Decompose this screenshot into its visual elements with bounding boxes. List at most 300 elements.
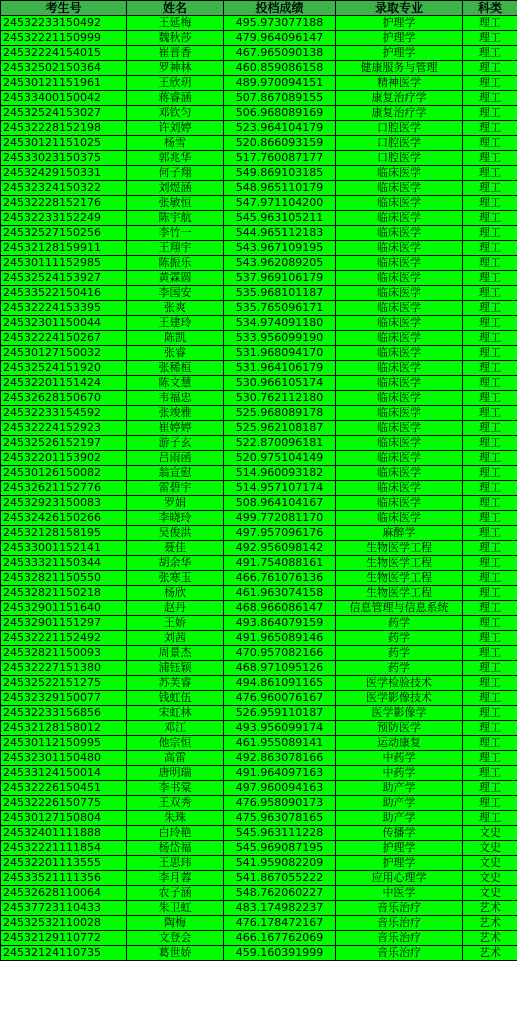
cell-score: 493.864079159 — [224, 616, 336, 631]
cell-category: 文史 — [463, 871, 517, 886]
cell-exam-id: 24530127150032 — [1, 346, 127, 361]
cell-major: 口腔医学 — [336, 136, 463, 151]
cell-major: 药学 — [336, 646, 463, 661]
cell-score: 544.965112183 — [224, 226, 336, 241]
cell-score: 493.956099174 — [224, 721, 336, 736]
cell-name: 陶梅 — [127, 916, 224, 931]
cell-exam-id: 24532224154015 — [1, 46, 127, 61]
cell-major: 临床医学 — [336, 361, 463, 376]
cell-name: 李书棠 — [127, 781, 224, 796]
cell-name: 李国安 — [127, 286, 224, 301]
cell-major: 临床医学 — [336, 346, 463, 361]
cell-major: 音乐治疗 — [336, 946, 463, 961]
cell-category: 理工 — [463, 256, 517, 271]
cell-category: 理工 — [463, 751, 517, 766]
cell-exam-id: 24532426150266 — [1, 511, 127, 526]
cell-major: 临床医学 — [336, 376, 463, 391]
cell-major: 药学 — [336, 631, 463, 646]
table-row — [1, 466, 517, 481]
cell-category: 理工 — [463, 31, 517, 46]
cell-score: 534.974091180 — [224, 316, 336, 331]
cell-name: 吕雨函 — [127, 451, 224, 466]
cell-score: 517.760087177 — [224, 151, 336, 166]
cell-name: 吴俊洪 — [127, 526, 224, 541]
cell-name: 韦福忠 — [127, 391, 224, 406]
cell-score: 547.971104200 — [224, 196, 336, 211]
cell-exam-id: 24532522151275 — [1, 676, 127, 691]
cell-score: 531.964106179 — [224, 361, 336, 376]
cell-exam-id: 24532329150077 — [1, 691, 127, 706]
cell-score: 533.956099190 — [224, 331, 336, 346]
cell-exam-id: 24530126150082 — [1, 466, 127, 481]
cell-name: 葛世娇 — [127, 946, 224, 961]
cell-major: 口腔医学 — [336, 151, 463, 166]
table-row — [1, 256, 517, 271]
cell-major: 应用心理学 — [336, 871, 463, 886]
table-row — [1, 556, 517, 571]
cell-category: 理工 — [463, 166, 517, 181]
cell-name: 黄霖圆 — [127, 271, 224, 286]
cell-name: 王翔宇 — [127, 241, 224, 256]
cell-major: 临床医学 — [336, 241, 463, 256]
cell-score: 475.963078165 — [224, 811, 336, 826]
cell-category: 文史 — [463, 841, 517, 856]
cell-exam-id: 24532128159911 — [1, 241, 127, 256]
cell-major: 药学 — [336, 616, 463, 631]
cell-score: 523.964104179 — [224, 121, 336, 136]
cell-name: 唐明瑞 — [127, 766, 224, 781]
table-row — [1, 871, 517, 886]
cell-major: 护理学 — [336, 31, 463, 46]
table-row — [1, 46, 517, 61]
cell-name: 陈文慧 — [127, 376, 224, 391]
cell-name: 刘煜涵 — [127, 181, 224, 196]
table-row — [1, 271, 517, 286]
table-row — [1, 346, 517, 361]
cell-category: 理工 — [463, 646, 517, 661]
cell-major: 康复治疗学 — [336, 91, 463, 106]
cell-category: 文史 — [463, 826, 517, 841]
cell-exam-id: 24530127150804 — [1, 811, 127, 826]
cell-category: 理工 — [463, 796, 517, 811]
cell-score: 537.969106179 — [224, 271, 336, 286]
cell-exam-id: 24532324150322 — [1, 181, 127, 196]
cell-category: 理工 — [463, 691, 517, 706]
cell-category: 理工 — [463, 181, 517, 196]
cell-name: 苏芙睿 — [127, 676, 224, 691]
cell-exam-id: 24532224153395 — [1, 301, 127, 316]
table-row — [1, 151, 517, 166]
cell-exam-id: 24532224150267 — [1, 331, 127, 346]
cell-category: 艺术 — [463, 931, 517, 946]
cell-score: 530.966105174 — [224, 376, 336, 391]
cell-major: 临床医学 — [336, 436, 463, 451]
table-row — [1, 826, 517, 841]
cell-score: 525.968089178 — [224, 406, 336, 421]
cell-category: 理工 — [463, 376, 517, 391]
table-row — [1, 166, 517, 181]
cell-name: 张睿 — [127, 346, 224, 361]
cell-exam-id: 24532221152492 — [1, 631, 127, 646]
cell-exam-id: 24532621152776 — [1, 481, 127, 496]
cell-major: 麻醉学 — [336, 526, 463, 541]
cell-name: 杨岱福 — [127, 841, 224, 856]
cell-category: 理工 — [463, 76, 517, 91]
table-row — [1, 196, 517, 211]
cell-score: 545.963105211 — [224, 211, 336, 226]
cell-exam-id: 24532527150256 — [1, 226, 127, 241]
cell-category: 理工 — [463, 226, 517, 241]
cell-name: 陈振乐 — [127, 256, 224, 271]
cell-major: 临床医学 — [336, 481, 463, 496]
cell-exam-id: 24533124150014 — [1, 766, 127, 781]
cell-score: 494.861091165 — [224, 676, 336, 691]
cell-major: 临床医学 — [336, 331, 463, 346]
cell-major: 护理学 — [336, 16, 463, 31]
cell-score: 535.968101187 — [224, 286, 336, 301]
cell-exam-id: 24532224152923 — [1, 421, 127, 436]
cell-score: 491.965089146 — [224, 631, 336, 646]
cell-major: 生物医学工程 — [336, 586, 463, 601]
cell-score: 476.178472167 — [224, 916, 336, 931]
table-row — [1, 646, 517, 661]
table-row — [1, 241, 517, 256]
cell-major: 精神医学 — [336, 76, 463, 91]
cell-category: 理工 — [463, 766, 517, 781]
cell-category: 理工 — [463, 616, 517, 631]
cell-name: 白玲艳 — [127, 826, 224, 841]
table-row — [1, 886, 517, 901]
cell-category: 理工 — [463, 136, 517, 151]
cell-major: 音乐治疗 — [336, 931, 463, 946]
cell-category: 理工 — [463, 421, 517, 436]
header-category: 科类 — [463, 1, 517, 16]
table-row — [1, 181, 517, 196]
table-row — [1, 481, 517, 496]
cell-name: 王双秀 — [127, 796, 224, 811]
cell-name: 李竹一 — [127, 226, 224, 241]
cell-score: 535.765096171 — [224, 301, 336, 316]
cell-exam-id: 24532128158195 — [1, 526, 127, 541]
table-row — [1, 361, 517, 376]
cell-name: 张稀桓 — [127, 361, 224, 376]
cell-major: 预防医学 — [336, 721, 463, 736]
cell-score: 507.867089155 — [224, 91, 336, 106]
cell-score: 520.975104149 — [224, 451, 336, 466]
cell-major: 中药学 — [336, 766, 463, 781]
cell-category: 理工 — [463, 556, 517, 571]
cell-name: 他宗恒 — [127, 736, 224, 751]
table-row — [1, 856, 517, 871]
cell-exam-id: 24532923150083 — [1, 496, 127, 511]
cell-score: 506.968089169 — [224, 106, 336, 121]
cell-major: 临床医学 — [336, 451, 463, 466]
table-row — [1, 541, 517, 556]
cell-name: 张敏恒 — [127, 196, 224, 211]
cell-major: 健康服务与管理 — [336, 61, 463, 76]
cell-category: 理工 — [463, 706, 517, 721]
cell-name: 文登会 — [127, 931, 224, 946]
cell-score: 461.963074158 — [224, 586, 336, 601]
cell-score: 476.958090173 — [224, 796, 336, 811]
cell-name: 张爽 — [127, 301, 224, 316]
cell-score: 549.869103185 — [224, 166, 336, 181]
cell-name: 钱虹伍 — [127, 691, 224, 706]
cell-exam-id: 24532227151380 — [1, 661, 127, 676]
cell-score: 467.965090138 — [224, 46, 336, 61]
table-row — [1, 706, 517, 721]
cell-category: 艺术 — [463, 916, 517, 931]
cell-name: 许刘婷 — [127, 121, 224, 136]
cell-major: 中医学 — [336, 886, 463, 901]
table-row — [1, 511, 517, 526]
cell-score: 541.867055222 — [224, 871, 336, 886]
cell-exam-id: 24532226150451 — [1, 781, 127, 796]
cell-category: 理工 — [463, 406, 517, 421]
cell-score: 459.160391999 — [224, 946, 336, 961]
cell-score: 525.962108187 — [224, 421, 336, 436]
cell-name: 杨欣 — [127, 586, 224, 601]
cell-major: 医学影像技术 — [336, 691, 463, 706]
cell-major: 助产学 — [336, 796, 463, 811]
cell-name: 王欣玥 — [127, 76, 224, 91]
table-row — [1, 391, 517, 406]
cell-name: 崔晋香 — [127, 46, 224, 61]
table-row — [1, 436, 517, 451]
cell-name: 高雷 — [127, 751, 224, 766]
table-row — [1, 601, 517, 616]
table-row — [1, 751, 517, 766]
header-score: 投档成绩 — [224, 1, 336, 16]
cell-exam-id: 24530121151025 — [1, 136, 127, 151]
cell-exam-id: 24532524153927 — [1, 271, 127, 286]
cell-score: 470.957082166 — [224, 646, 336, 661]
cell-name: 游子玄 — [127, 436, 224, 451]
cell-name: 朱卫虹 — [127, 901, 224, 916]
cell-name: 魏秋莎 — [127, 31, 224, 46]
cell-major: 临床医学 — [336, 286, 463, 301]
cell-name: 陈宇航 — [127, 211, 224, 226]
cell-name: 李月蓉 — [127, 871, 224, 886]
cell-name: 何子翔 — [127, 166, 224, 181]
cell-category: 理工 — [463, 631, 517, 646]
cell-name: 翁宣慰 — [127, 466, 224, 481]
cell-major: 药学 — [336, 661, 463, 676]
cell-category: 理工 — [463, 196, 517, 211]
cell-major: 临床医学 — [336, 301, 463, 316]
cell-score: 548.965110179 — [224, 181, 336, 196]
cell-major: 临床医学 — [336, 496, 463, 511]
cell-score: 492.956098142 — [224, 541, 336, 556]
table-row — [1, 61, 517, 76]
cell-category: 理工 — [463, 721, 517, 736]
table-row — [1, 916, 517, 931]
cell-exam-id: 24532901151640 — [1, 601, 127, 616]
cell-exam-id: 24533521111356 — [1, 871, 127, 886]
table-row — [1, 901, 517, 916]
cell-major: 医学检验技术 — [336, 676, 463, 691]
cell-major: 临床医学 — [336, 211, 463, 226]
table-row — [1, 421, 517, 436]
table-row — [1, 451, 517, 466]
cell-major: 临床医学 — [336, 166, 463, 181]
cell-score: 491.964097163 — [224, 766, 336, 781]
cell-category: 理工 — [463, 361, 517, 376]
cell-score: 491.754088161 — [224, 556, 336, 571]
cell-category: 理工 — [463, 481, 517, 496]
table-row — [1, 676, 517, 691]
cell-name: 崔婷婷 — [127, 421, 224, 436]
cell-name: 郭兆华 — [127, 151, 224, 166]
cell-category: 理工 — [463, 436, 517, 451]
cell-score: 520.866093159 — [224, 136, 336, 151]
cell-category: 理工 — [463, 811, 517, 826]
cell-major: 信息管理与信息系统 — [336, 601, 463, 616]
cell-major: 传播学 — [336, 826, 463, 841]
header-name: 姓名 — [127, 1, 224, 16]
cell-exam-id: 24533522150416 — [1, 286, 127, 301]
table-row — [1, 796, 517, 811]
cell-score: 483.174982237 — [224, 901, 336, 916]
cell-name: 赵丹 — [127, 601, 224, 616]
cell-name: 邓江 — [127, 721, 224, 736]
cell-score: 495.973077188 — [224, 16, 336, 31]
cell-score: 466.167762069 — [224, 931, 336, 946]
table-row — [1, 31, 517, 46]
cell-category: 理工 — [463, 571, 517, 586]
table-row — [1, 211, 517, 226]
cell-exam-id: 24532124110735 — [1, 946, 127, 961]
table-row — [1, 121, 517, 136]
cell-exam-id: 24532821150093 — [1, 646, 127, 661]
cell-exam-id: 24532821150218 — [1, 586, 127, 601]
cell-exam-id: 24532301150480 — [1, 751, 127, 766]
table-row — [1, 616, 517, 631]
cell-score: 460.859086158 — [224, 61, 336, 76]
cell-name: 王延梅 — [127, 16, 224, 31]
table-row — [1, 586, 517, 601]
table-row — [1, 736, 517, 751]
cell-category: 理工 — [463, 676, 517, 691]
cell-category: 理工 — [463, 526, 517, 541]
cell-score: 461.955089141 — [224, 736, 336, 751]
cell-score: 543.967109195 — [224, 241, 336, 256]
cell-name: 王娇 — [127, 616, 224, 631]
cell-category: 理工 — [463, 286, 517, 301]
cell-name: 雷碧宇 — [127, 481, 224, 496]
cell-score: 497.960094163 — [224, 781, 336, 796]
table-row — [1, 106, 517, 121]
cell-major: 护理学 — [336, 841, 463, 856]
cell-name: 张竣雅 — [127, 406, 224, 421]
table-row — [1, 691, 517, 706]
cell-exam-id: 24532526152197 — [1, 436, 127, 451]
table-row — [1, 631, 517, 646]
cell-name: 聂佳 — [127, 541, 224, 556]
cell-score: 489.970094151 — [224, 76, 336, 91]
cell-category: 理工 — [463, 391, 517, 406]
table-row — [1, 661, 517, 676]
cell-category: 理工 — [463, 151, 517, 166]
cell-exam-id: 24532228152198 — [1, 121, 127, 136]
table-row — [1, 316, 517, 331]
cell-category: 理工 — [463, 61, 517, 76]
cell-category: 艺术 — [463, 901, 517, 916]
cell-category: 理工 — [463, 346, 517, 361]
cell-category: 理工 — [463, 46, 517, 61]
cell-exam-id: 24532228152176 — [1, 196, 127, 211]
cell-exam-id: 24532201113555 — [1, 856, 127, 871]
cell-category: 理工 — [463, 91, 517, 106]
cell-major: 临床医学 — [336, 466, 463, 481]
cell-major: 临床医学 — [336, 256, 463, 271]
cell-exam-id: 24532301150044 — [1, 316, 127, 331]
cell-major: 临床医学 — [336, 511, 463, 526]
cell-name: 蒋睿涵 — [127, 91, 224, 106]
cell-exam-id: 24532628150670 — [1, 391, 127, 406]
table-row — [1, 136, 517, 151]
cell-category: 文史 — [463, 856, 517, 871]
cell-exam-id: 24532233156856 — [1, 706, 127, 721]
cell-score: 522.870096181 — [224, 436, 336, 451]
cell-name: 王思玮 — [127, 856, 224, 871]
cell-exam-id: 24532221111854 — [1, 841, 127, 856]
cell-name: 陈凯 — [127, 331, 224, 346]
cell-exam-id: 24532221150999 — [1, 31, 127, 46]
cell-category: 理工 — [463, 331, 517, 346]
cell-exam-id: 24532628110064 — [1, 886, 127, 901]
cell-score: 526.959110187 — [224, 706, 336, 721]
cell-category: 艺术 — [463, 946, 517, 961]
cell-major: 临床医学 — [336, 271, 463, 286]
cell-name: 罗娟 — [127, 496, 224, 511]
cell-exam-id: 24530111152985 — [1, 256, 127, 271]
cell-exam-id: 24532901151297 — [1, 616, 127, 631]
cell-major: 运动康复 — [336, 736, 463, 751]
table-row — [1, 16, 517, 31]
cell-major: 医学影像学 — [336, 706, 463, 721]
cell-name: 朱珠 — [127, 811, 224, 826]
cell-name: 周景杰 — [127, 646, 224, 661]
cell-score: 514.960093182 — [224, 466, 336, 481]
cell-major: 临床医学 — [336, 391, 463, 406]
cell-major: 护理学 — [336, 856, 463, 871]
cell-category: 理工 — [463, 541, 517, 556]
table-row — [1, 841, 517, 856]
cell-name: 宋虹林 — [127, 706, 224, 721]
cell-category: 理工 — [463, 106, 517, 121]
cell-major: 生物医学工程 — [336, 556, 463, 571]
table-row — [1, 946, 517, 961]
cell-exam-id: 24532201153902 — [1, 451, 127, 466]
cell-exam-id: 24533001152141 — [1, 541, 127, 556]
cell-name: 农子涵 — [127, 886, 224, 901]
cell-exam-id: 24532524153027 — [1, 106, 127, 121]
cell-category: 理工 — [463, 586, 517, 601]
cell-major: 护理学 — [336, 46, 463, 61]
cell-score: 545.969087195 — [224, 841, 336, 856]
cell-name: 胡余华 — [127, 556, 224, 571]
table-row — [1, 76, 517, 91]
cell-category: 理工 — [463, 466, 517, 481]
cell-score: 531.968094170 — [224, 346, 336, 361]
cell-exam-id: 24530121151961 — [1, 76, 127, 91]
cell-category: 理工 — [463, 121, 517, 136]
cell-category: 理工 — [463, 211, 517, 226]
cell-score: 466.761076136 — [224, 571, 336, 586]
cell-score: 499.772081170 — [224, 511, 336, 526]
table-row — [1, 781, 517, 796]
